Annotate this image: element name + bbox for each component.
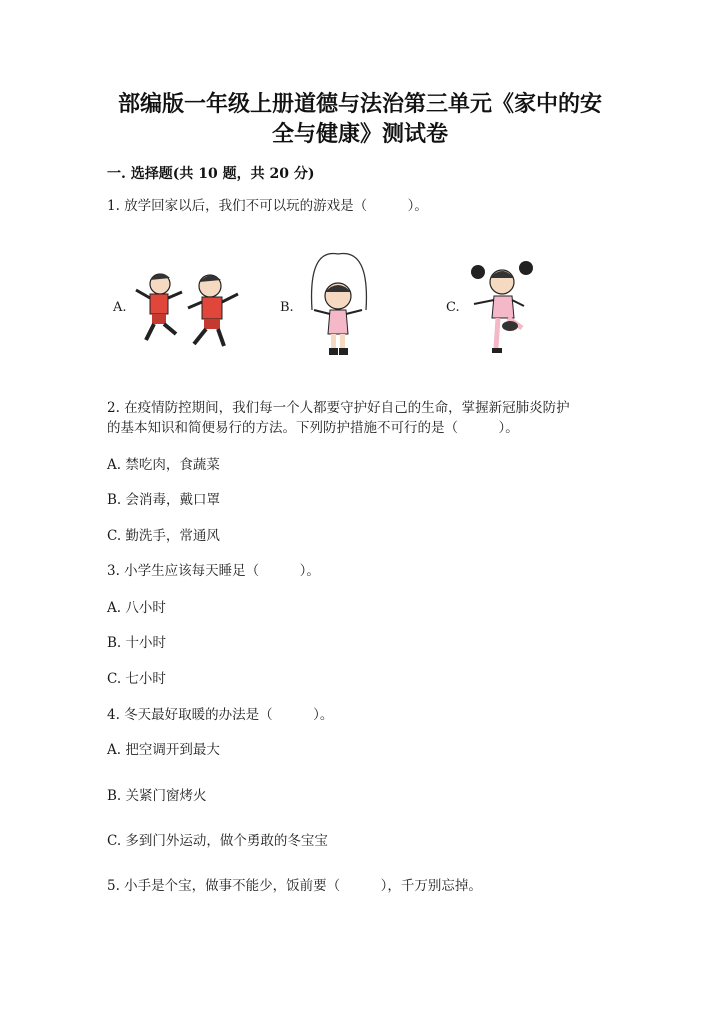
question-2-option-b: B. 会消毒，戴口罩 <box>107 492 221 508</box>
question-1-option-a-label: A. <box>113 300 127 315</box>
question-2-stem-line-2: 的基本知识和简便易行的方法。下列防护措施不可行的是（ ）。 <box>107 420 519 436</box>
question-2-option-a: A. 禁吃肉，食蔬菜 <box>107 457 220 473</box>
question-3-option-b: B. 十小时 <box>107 635 167 651</box>
question-4-option-b: B. 关紧门窗烤火 <box>107 788 207 804</box>
fighting-boys-image <box>132 248 244 363</box>
dancing-girl-image <box>466 248 540 363</box>
question-5-stem: 5. 小手是个宝，做事不能少，饭前要（ ），千万别忘掉。 <box>107 878 482 894</box>
page-title-line-2: 全与健康》测试卷 <box>271 122 448 147</box>
page-title-line-1: 部编版一年级上册道德与法治第三单元《家中的安 <box>117 92 602 117</box>
jump-rope-girl-image <box>298 248 378 363</box>
question-4-option-c: C. 多到门外运动，做个勇敢的冬宝宝 <box>107 833 328 849</box>
question-1-option-b-label: B. <box>280 300 294 315</box>
question-3-stem: 3. 小学生应该每天睡足（ ）。 <box>107 563 320 579</box>
question-1-option-c-label: C. <box>446 300 460 315</box>
question-3-option-c: C. 七小时 <box>107 671 166 687</box>
question-1-stem: 1. 放学回家以后，我们不可以玩的游戏是（ ）。 <box>107 198 428 214</box>
question-4-stem: 4. 冬天最好取暖的办法是（ ）。 <box>107 707 334 723</box>
question-2-option-c: C. 勤洗手，常通风 <box>107 528 220 544</box>
question-3-option-a: A. 八小时 <box>107 600 166 616</box>
question-4-option-a: A. 把空调开到最大 <box>107 742 220 758</box>
question-2-stem-line-1: 2. 在疫情防控期间，我们每一个人都要守护好自己的生命，掌握新冠肺炎防护 <box>107 400 570 416</box>
section-heading: 一. 选择题(共 10 题，共 20 分) <box>107 166 315 182</box>
